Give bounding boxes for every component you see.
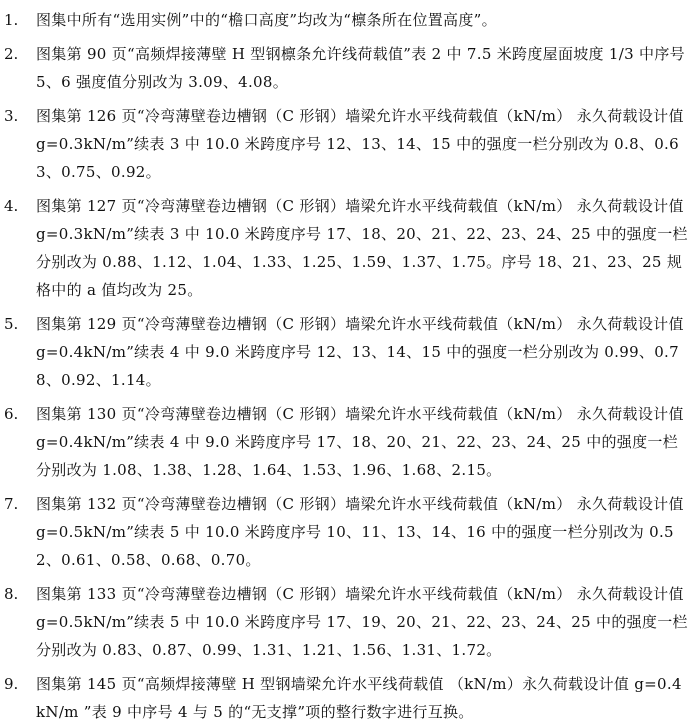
item-number: 7. [4, 495, 19, 513]
list-item [4, 310, 688, 394]
item-text: 图集第 133 页“冷弯薄壁卷边槽钢（C 形钢）墙梁允许水平线荷载值（kN/m） 永久荷载设计值 g=0.5kN/m”续表 5 中 10.0 米跨度序号 17、19、20、21、22、23、24、25 中的强度一栏分别改为 0.83、0.87、0.99、1.31、1.21、1.56、1.31、1.72。 [36, 585, 688, 659]
item-number: 2. [4, 45, 19, 63]
item-text: 图集第 129 页“冷弯薄壁卷边槽钢（C 形钢）墙梁允许水平线荷载值（kN/m） 永久荷载设计值 g=0.4kN/m”续表 4 中 9.0 米跨度序号 12、13、14、15 中的强度一栏分别改为 0.99、0.78、0.92、1.14。 [36, 315, 684, 389]
item-number: 3. [4, 107, 19, 125]
item-number: 5. [4, 315, 19, 333]
list-item [4, 670, 688, 726]
list-item [4, 580, 688, 664]
item-number: 6. [4, 405, 19, 423]
item-text: 图集第 126 页“冷弯薄壁卷边槽钢（C 形钢）墙梁允许水平线荷载值（kN/m） 永久荷载设计值 g=0.3kN/m”续表 3 中 10.0 米跨度序号 12、13、14、15 中的强度一栏分别改为 0.8、0.63、0.75、0.92。 [36, 107, 684, 181]
item-number: 1. [4, 11, 19, 29]
list-item [4, 490, 688, 574]
list-item [4, 40, 688, 96]
list-item [4, 400, 688, 484]
item-text: 图集中所有“选用实例”中的“檐口高度”均改为“檩条所在位置高度”。 [36, 11, 497, 29]
list-item [4, 102, 688, 186]
item-number: 9. [4, 675, 19, 693]
item-text: 图集第 127 页“冷弯薄壁卷边槽钢（C 形钢）墙梁允许水平线荷载值（kN/m） 永久荷载设计值 g=0.3kN/m”续表 3 中 10.0 米跨度序号 17、18、20、21、22、23、24、25 中的强度一栏分别改为 0.88、1.12、1.04、1.33、1.25、1.59、1.37、1.75。序号 18、21、23、25 规格中的 a 值均改为 25。 [36, 197, 688, 299]
list-item [4, 192, 688, 304]
item-text: 图集第 130 页“冷弯薄壁卷边槽钢（C 形钢）墙梁允许水平线荷载值（kN/m） 永久荷载设计值 g=0.4kN/m”续表 4 中 9.0 米跨度序号 17、18、20、21、22、23、24、25 中的强度一栏分别改为 1.08、1.38、1.28、1.64、1.53、1.96、1.68、2.15。 [36, 405, 684, 479]
item-number: 4. [4, 197, 19, 215]
item-text: 图集第 132 页“冷弯薄壁卷边槽钢（C 形钢）墙梁允许水平线荷载值（kN/m） 永久荷载设计值 g=0.5kN/m”续表 5 中 10.0 米跨度序号 10、11、13、14、16 中的强度一栏分别改为 0.52、0.61、0.58、0.68、0.70。 [36, 495, 684, 569]
item-number: 8. [4, 585, 19, 603]
item-text: 图集第 145 页“高频焊接薄壁 H 型钢墙梁允许水平线荷载值 （kN/m）永久荷载设计值 g=0.4kN/m ”表 9 中序号 4 与 5 的“无支撑”项的整行数字进行互换。 [36, 675, 682, 721]
item-text: 图集第 90 页“高频焊接薄壁 H 型钢檩条允许线荷载值”表 2 中 7.5 米跨度屋面坡度 1/3 中序号 5、6 强度值分别改为 3.09、4.08。 [36, 45, 685, 91]
list-item [4, 6, 688, 34]
